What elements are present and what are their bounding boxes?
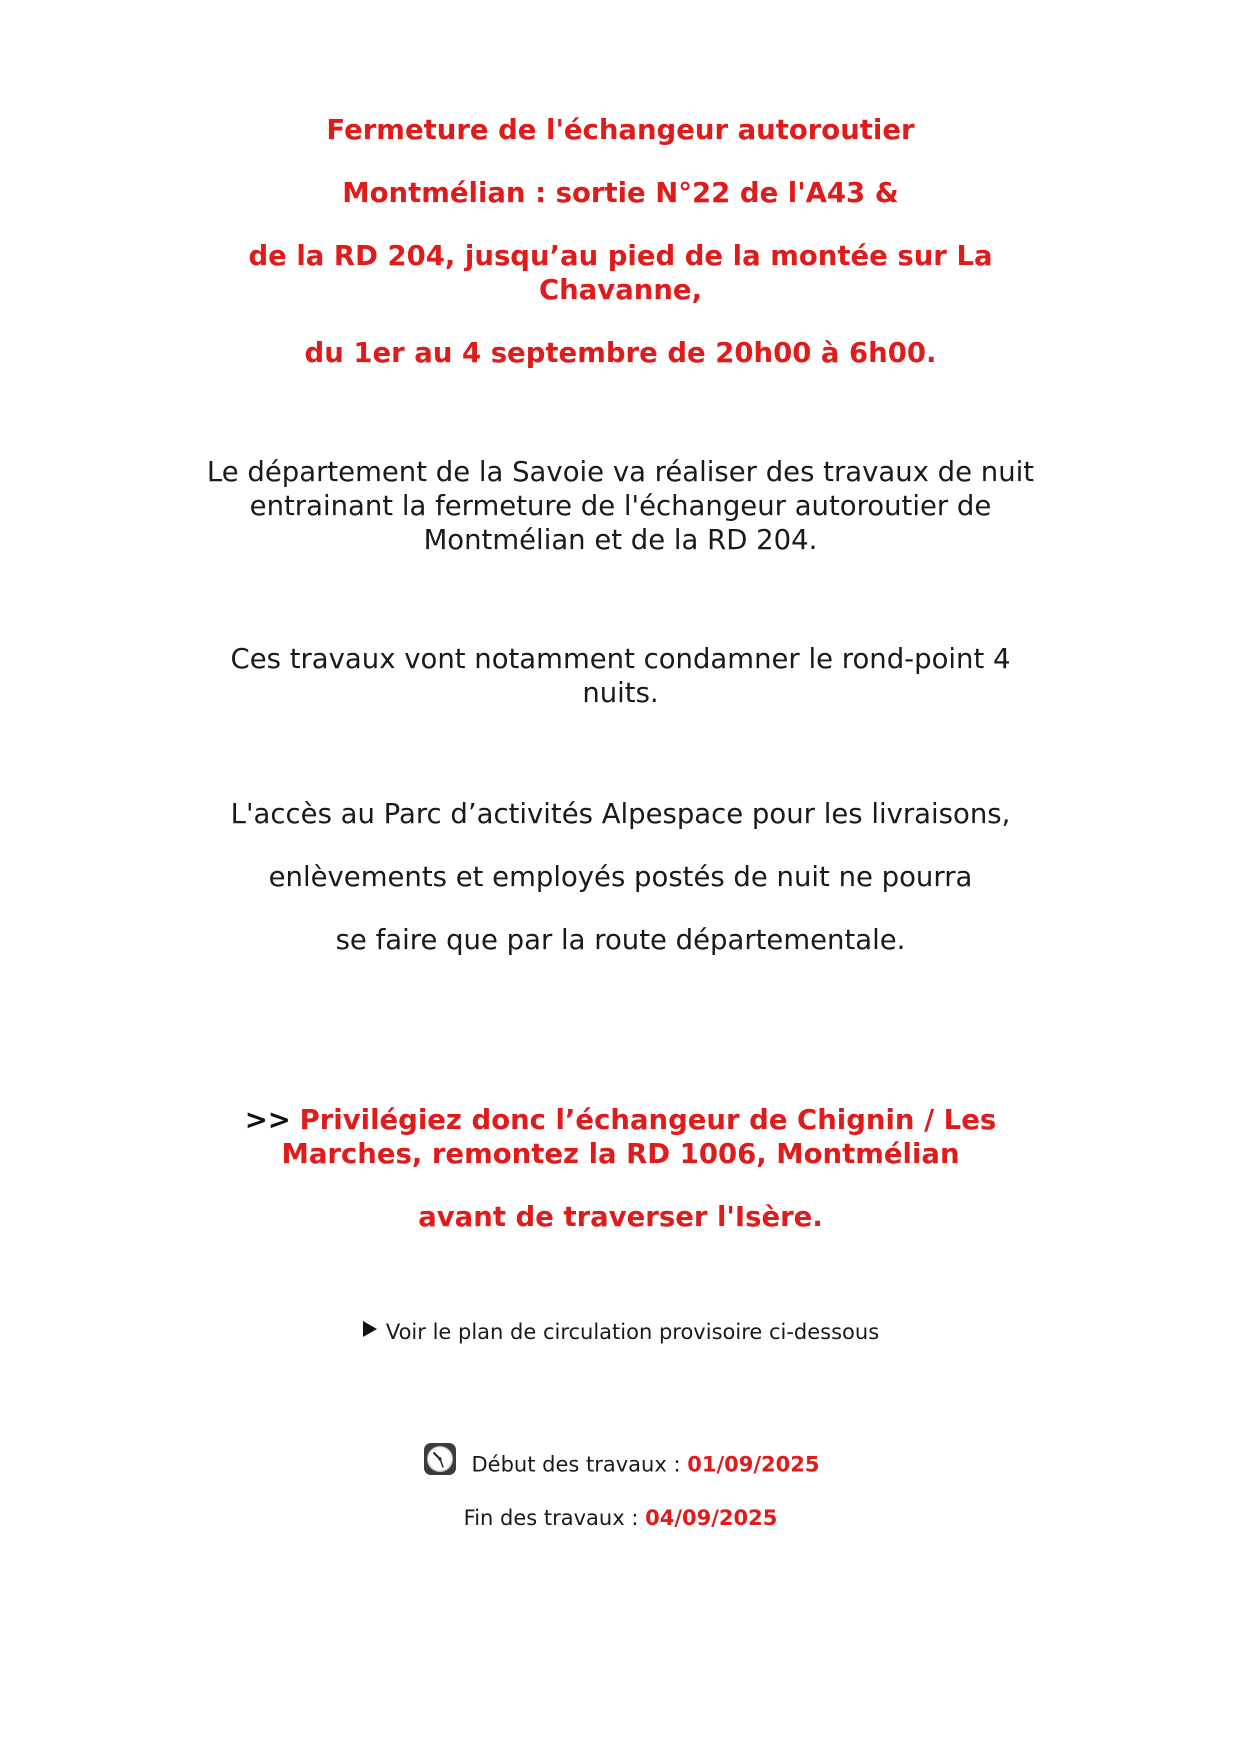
advice-line-2: Marches, remontez la RD 1006, Montmélian [281,1138,960,1170]
intro-line-1: Le département de la Savoie va réaliser des travaux de nuit [206,456,1035,488]
advice-text-1: Privilégiez donc l’échangeur de Chignin / Les [299,1104,997,1136]
roundabout-paragraph [0,642,1241,710]
start-date-label: Début des travaux : [471,1452,681,1477]
access-line-1: L'accès au Parc d’activités Alpespace pour les livraisons, [230,798,1011,830]
start-date-row [0,1444,1241,1487]
advice-line-1 [0,1103,1241,1137]
start-date-value: 01/09/2025 [687,1452,820,1477]
advice-paragraph [0,1103,1241,1171]
heading-line-3b: Chavanne, [538,274,703,306]
intro-line-2: entrainant la fermeture de l'échangeur autoroutier de [249,490,992,522]
heading-line-4: du 1er au 4 septembre de 20h00 à 6h00. [304,337,937,369]
heading-line-3 [0,239,1241,307]
clock-icon [422,1441,458,1484]
heading-line-2: Montmélian : sortie N°22 de l'A43 & [342,177,899,209]
heading-line-3a: de la RD 204, jusqu’au pied de la montée sur La [248,240,993,272]
plan-link[interactable] [0,1318,1241,1347]
advice-prefix: >> [244,1104,291,1136]
end-date-row [0,1504,1241,1532]
play-triangle-icon [362,1317,378,1345]
heading-line-1: Fermeture de l'échangeur autoroutier [326,114,915,146]
end-date-label: Fin des travaux : [463,1506,639,1530]
access-line-2: enlèvements et employés postés de nuit ne pourra [268,861,973,893]
intro-line-3: Montmélian et de la RD 204. [423,524,818,556]
roundabout-line-1: Ces travaux vont notamment condamner le rond-point 4 [230,643,1011,675]
intro-paragraph [0,455,1241,557]
roundabout-line-2: nuits. [582,677,659,709]
plan-link-text: Voir le plan de circulation provisoire ci-dessous [385,1320,880,1344]
end-date-value: 04/09/2025 [645,1506,778,1530]
advice-line-3: avant de traverser l'Isère. [418,1201,823,1233]
access-line-3: se faire que par la route départementale. [335,924,906,956]
